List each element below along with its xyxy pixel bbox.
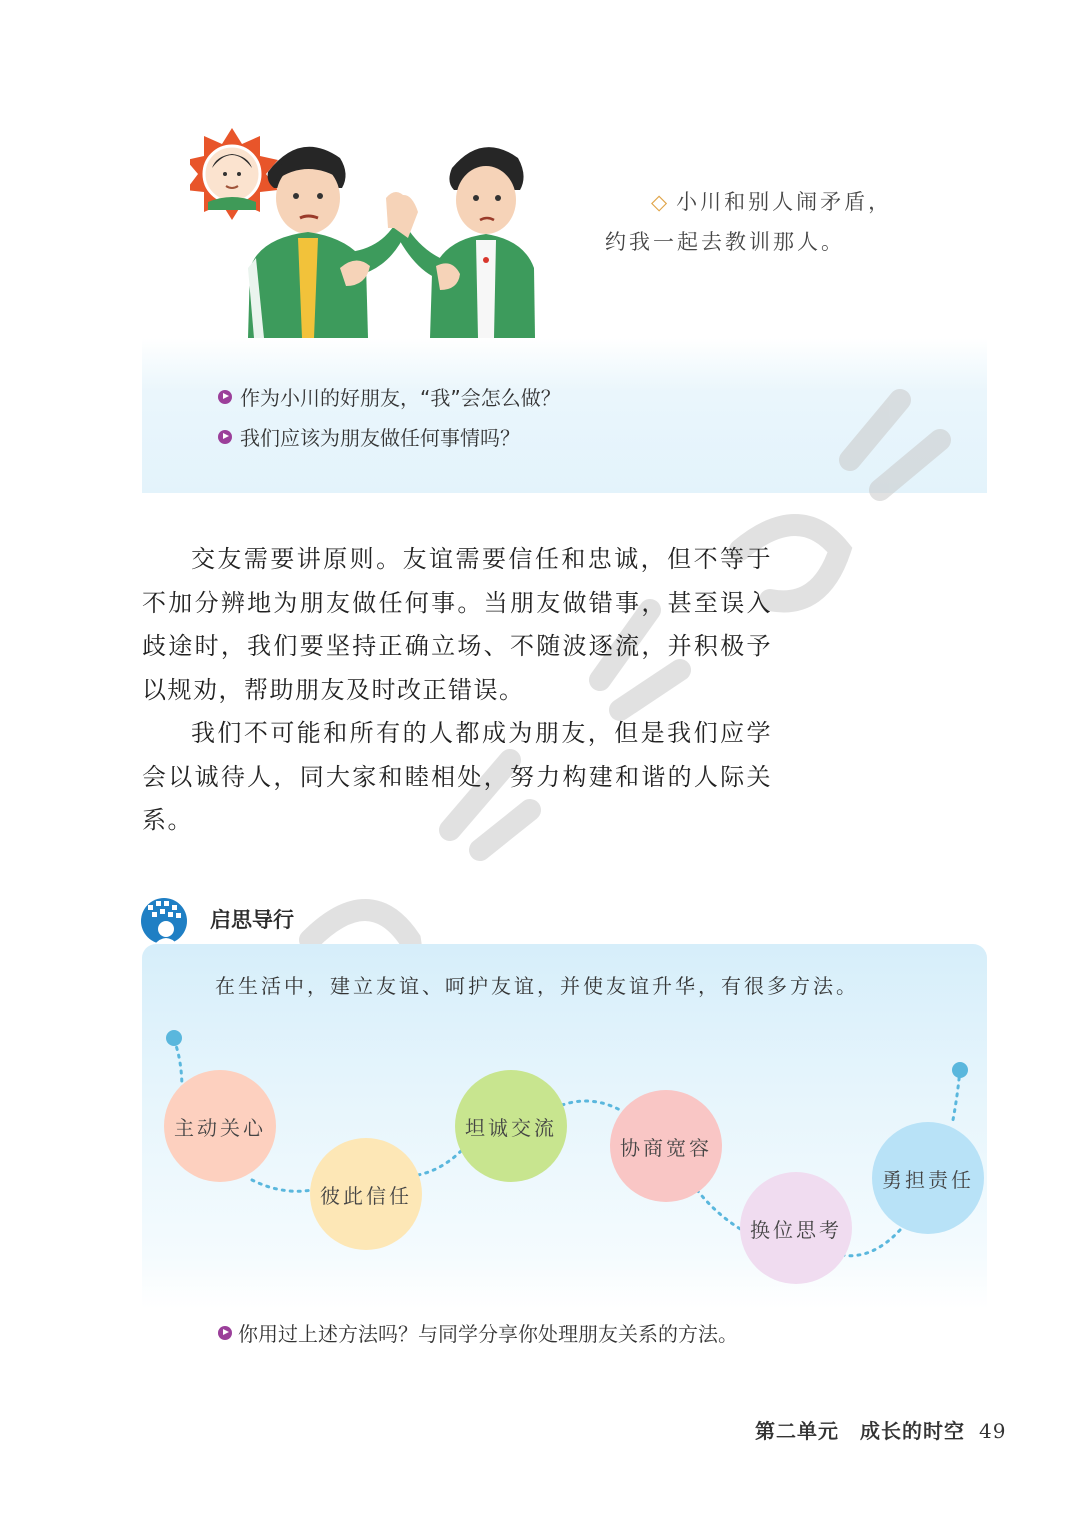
question-1-text: 作为小川的好朋友，“我”会怎么做？ [240,386,561,410]
section-question-text: 你用过上述方法吗？与同学分享你处理朋友关系的方法。 [238,1322,738,1346]
methods-intro: 在生活中，建立友谊、呵护友谊，并使友谊升华，有很多方法。 [215,974,859,998]
question-panel [142,338,987,493]
paragraph-1 [142,538,772,712]
method-6-label: 勇担责任 [882,1167,974,1192]
boy-left [248,147,406,338]
methods-connector [142,1020,987,1310]
method-circle-4 [610,1090,722,1202]
boy-right [394,147,535,338]
page-footer [755,1415,1006,1444]
end-dot-icon [952,1062,968,1078]
method-1-label: 主动关心 [174,1115,266,1140]
paragraph-2-text: 我们不可能和所有的人都成为朋友，但是我们应学会以诚待人，同大家和睦相处，努力构建和谐的人际关系。 [142,719,772,834]
method-circle-2 [310,1138,422,1250]
illustration-caption [605,182,935,262]
method-2-label: 彼此信任 [320,1183,412,1208]
anger-burst-icon [190,128,278,220]
footer-unit: 第二单元 成长的时空 [755,1419,965,1443]
method-circle-5 [740,1172,852,1284]
diamond-icon: ◇ [651,190,671,214]
paragraph-2 [142,712,772,843]
illustration-two-boys [190,128,535,338]
section-icon [140,895,192,945]
play-bullet-icon [218,390,232,404]
caption-line-2: 约我一起去教训那人。 [605,230,845,254]
question-2 [218,422,520,451]
section-question [218,1318,738,1347]
paragraph-1-text: 交友需要讲原则。友谊需要信任和忠诚，但不等于不加分辨地为朋友做任何事。当朋友做错事，甚至误入歧途时，我们要坚持正确立场、不随波逐流，并积极予以规劝，帮助朋友及时改正错误。 [142,545,772,704]
section-title: 启思导行 [210,908,294,932]
method-4-label: 协商宽容 [620,1135,712,1160]
question-1 [218,382,561,411]
method-circle-6 [872,1122,984,1234]
hands-icon [386,192,406,228]
method-circle-1 [164,1070,276,1182]
question-2-text: 我们应该为朋友做任何事情吗？ [240,426,520,450]
play-bullet-icon [218,430,232,444]
method-3-label: 坦诚交流 [465,1115,557,1140]
method-5-label: 换位思考 [750,1217,842,1242]
page-number: 49 [979,1419,1007,1443]
play-bullet-icon [218,1326,232,1340]
caption-line-1: 小川和别人闹矛盾， [676,190,893,214]
start-dot-icon [166,1030,182,1046]
method-circle-3 [455,1070,567,1182]
